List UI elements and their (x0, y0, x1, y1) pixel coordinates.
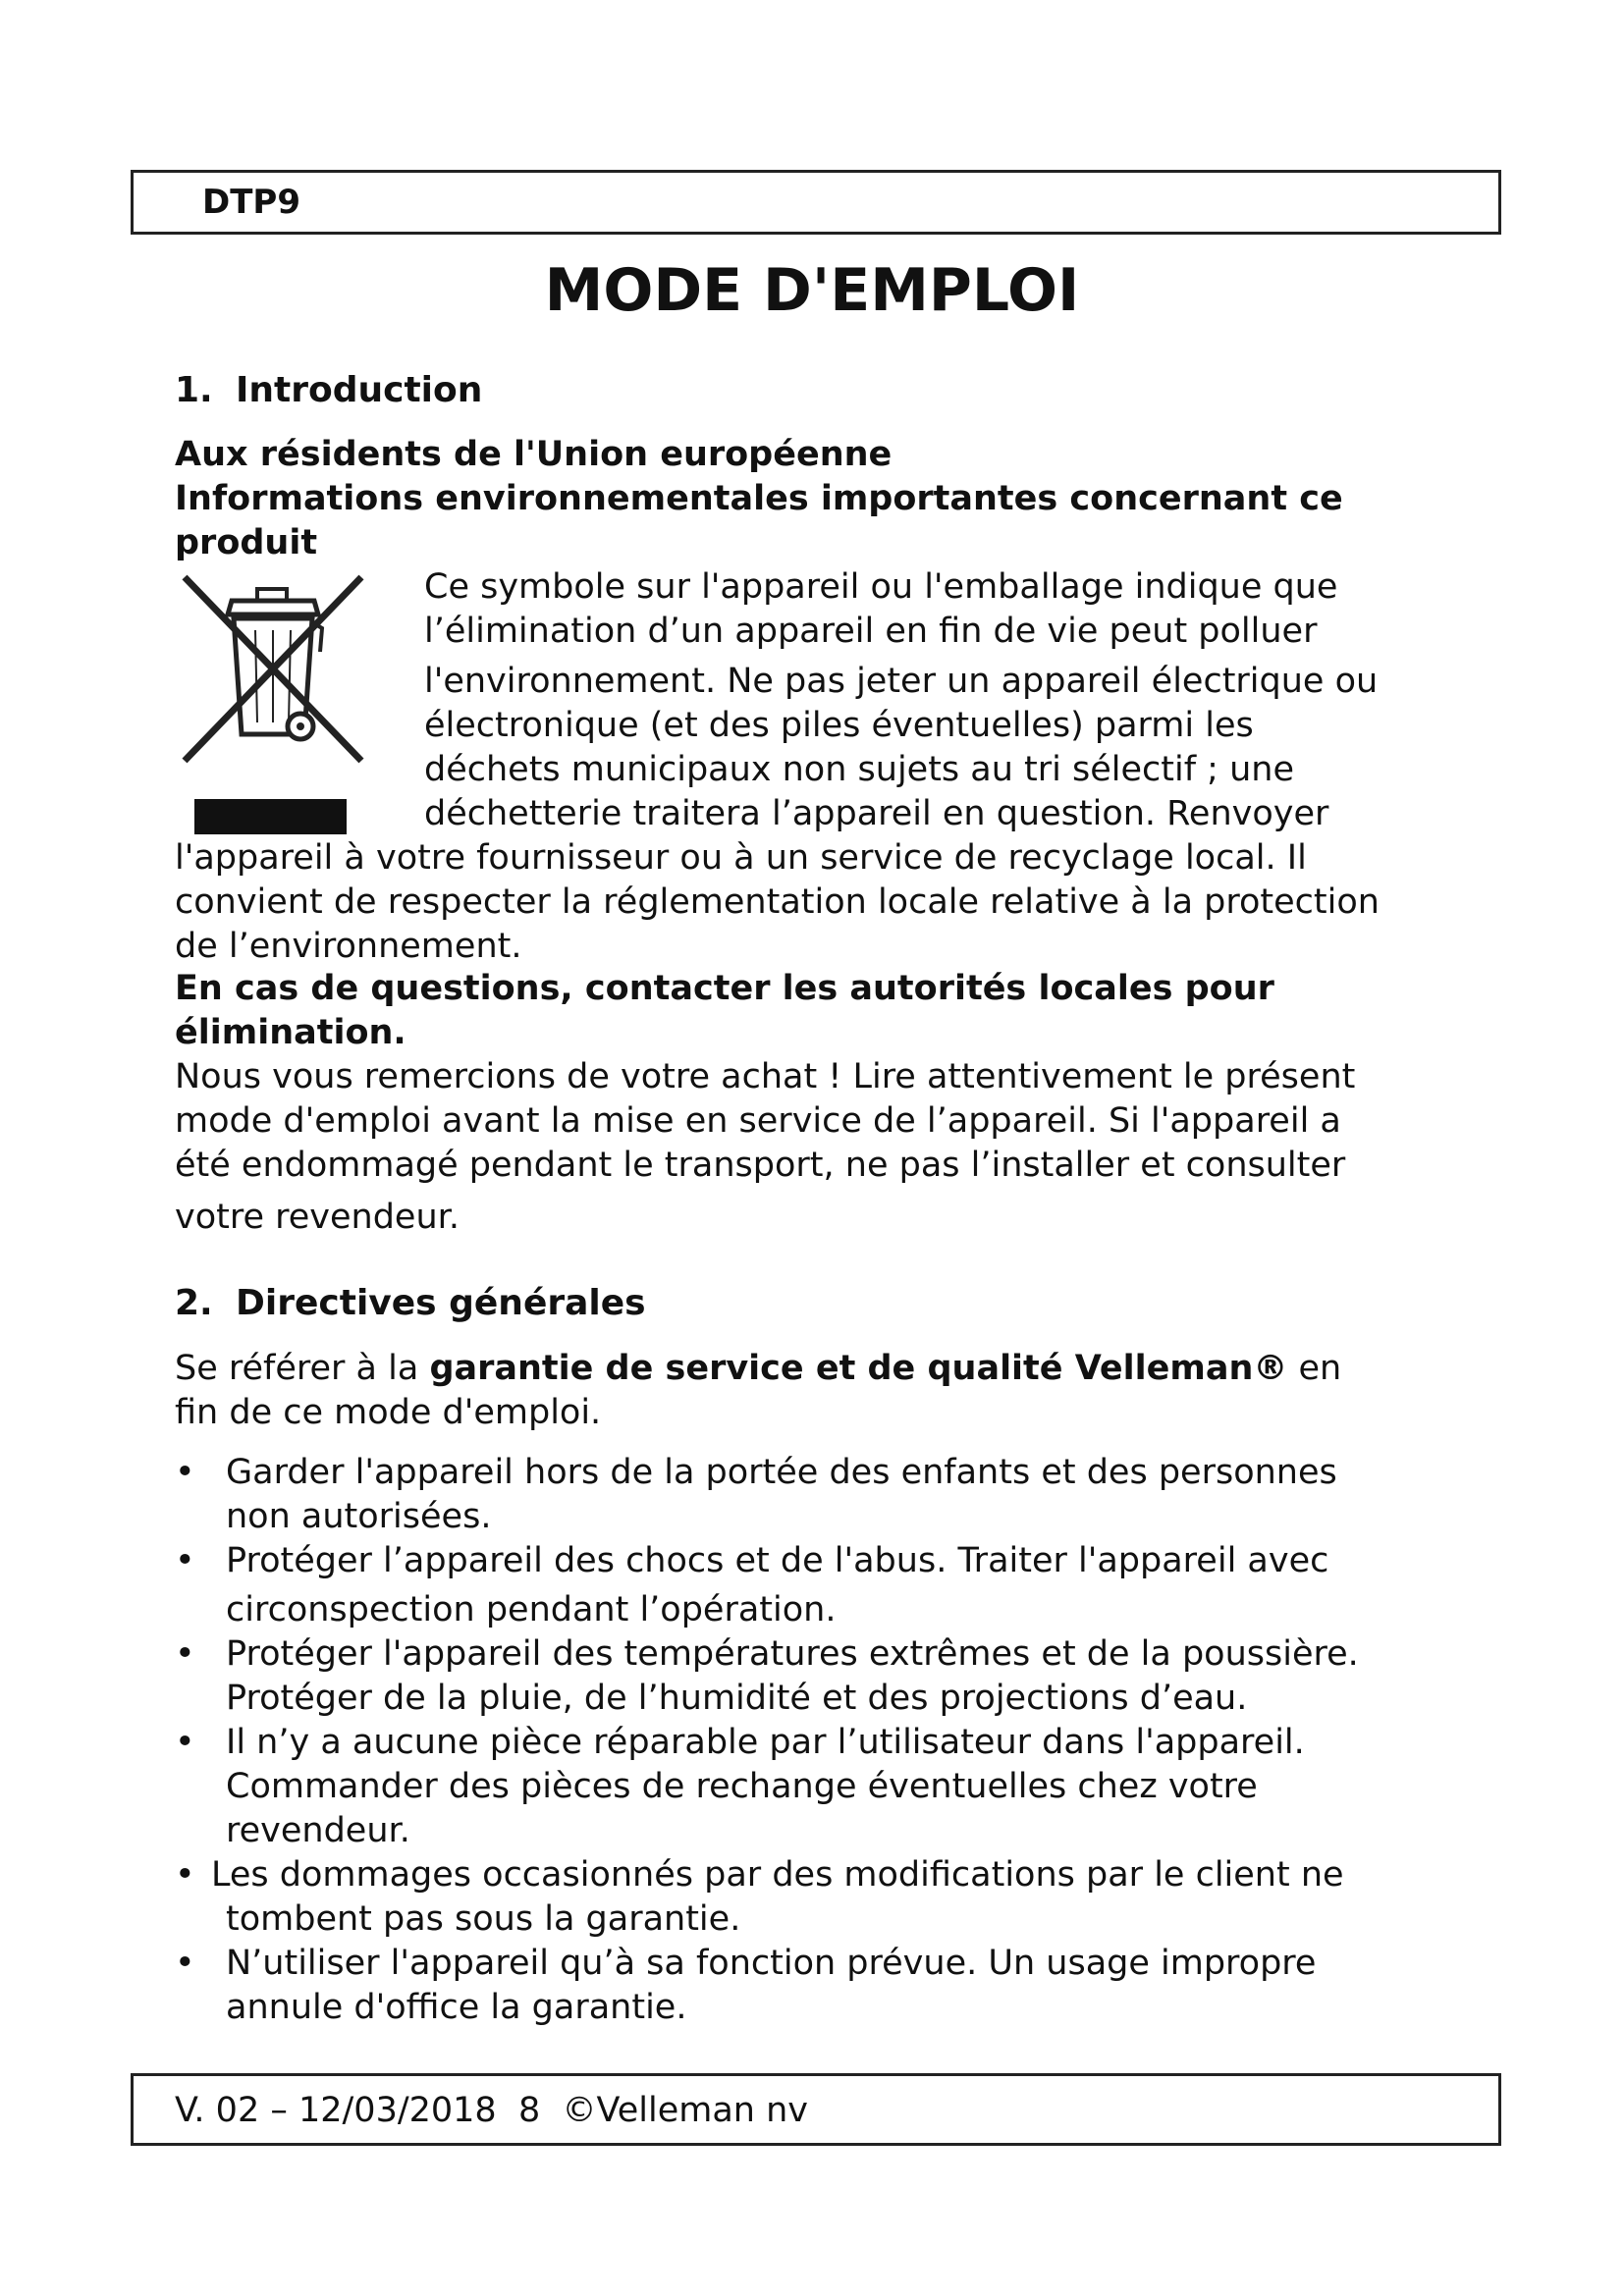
page-number: 8 (517, 2091, 541, 2130)
copyright: ©Velleman nv (562, 2091, 809, 2130)
warranty-reference-bold: garantie de service et de qualité Velleman® (429, 1349, 1288, 1388)
thanks-text-line: votre revendeur. (175, 1198, 460, 1237)
bullet-icon: • (175, 1944, 195, 1983)
list-item-text: Protéger l'appareil des températures extrêmes et de la poussière. (226, 1634, 1359, 1674)
section-heading-directives (175, 1282, 646, 1325)
eu-residents-heading: Aux résidents de l'Union européenne (175, 435, 893, 474)
list-item-text: N’utiliser l'appareil qu’à sa fonction prévue. Un usage impropre (226, 1944, 1317, 1983)
list-item-text: Commander des pièces de rechange éventuelles chez votre (226, 1767, 1258, 1806)
weee-symbol (175, 569, 371, 839)
list-item-text: Protéger l’appareil des chocs et de l'abus. Traiter l'appareil avec (226, 1541, 1329, 1580)
env-info-heading-line2: produit (175, 523, 318, 562)
bullet-icon: • (175, 1453, 195, 1492)
page-title: MODE D'EMPLOI (544, 256, 1080, 325)
list-item-text: Garder l'appareil hors de la portée des enfants et des personnes (226, 1453, 1337, 1492)
weee-text-line: déchetterie traitera l’appareil en question. Renvoyer (424, 794, 1329, 833)
list-item-text: Les dommages occasionnés par des modifications par le client ne (211, 1855, 1344, 1895)
list-item-text: tombent pas sous la garantie. (226, 1899, 741, 1939)
section-title: Introduction (236, 370, 483, 410)
footer-text (175, 2089, 808, 2132)
section-title: Directives générales (236, 1283, 646, 1323)
weee-text-line: l’élimination d’un appareil en fin de vie peut polluer (424, 612, 1318, 651)
contact-authorities-line1: En cas de questions, contacter les autorités locales pour (175, 969, 1274, 1008)
version-date: V. 02 – 12/03/2018 (175, 2091, 497, 2130)
list-item-text: revendeur. (226, 1811, 410, 1850)
env-info-heading-line1: Informations environnementales importantes concernant ce (175, 479, 1343, 518)
weee-text-line: déchets municipaux non sujets au tri sélectif ; une (424, 750, 1294, 789)
section-heading-introduction (175, 369, 482, 412)
weee-text-line: l'environnement. Ne pas jeter un appareil électrique ou (424, 662, 1379, 701)
warranty-reference-line2: fin de ce mode d'emploi. (175, 1393, 602, 1432)
list-item-text: annule d'office la garantie. (226, 1988, 687, 2027)
warranty-reference-post: en (1287, 1349, 1342, 1388)
weee-text-line: convient de respecter la réglementation locale relative à la protection (175, 882, 1380, 922)
bullet-icon: • (175, 1855, 195, 1895)
list-item-text: circonspection pendant l’opération. (226, 1590, 837, 1629)
thanks-text-line: Nous vous remercions de votre achat ! Lire attentivement le présent (175, 1057, 1356, 1096)
contact-authorities-line2: élimination. (175, 1013, 406, 1052)
weee-text-line: électronique (et des piles éventuelles) parmi les (424, 706, 1254, 745)
list-item-text: Protéger de la pluie, de l’humidité et des projections d’eau. (226, 1679, 1248, 1718)
warranty-reference-line1 (175, 1347, 1341, 1390)
bullet-icon: • (175, 1634, 195, 1674)
crossed-out-wheelie-bin-icon (175, 569, 371, 839)
bullet-icon: • (175, 1723, 195, 1762)
bullet-icon: • (175, 1541, 195, 1580)
thanks-text-line: été endommagé pendant le transport, ne pas l’installer et consulter (175, 1146, 1346, 1185)
thanks-text-line: mode d'emploi avant la mise en service de l’appareil. Si l'appareil a (175, 1101, 1341, 1141)
weee-text-line: de l’environnement. (175, 927, 522, 966)
list-item-text: Il n’y a aucune pièce réparable par l’utilisateur dans l'appareil. (226, 1723, 1305, 1762)
list-item-text: non autorisées. (226, 1497, 492, 1536)
weee-text-line: Ce symbole sur l'appareil ou l'emballage indique que (424, 567, 1338, 607)
warranty-reference-pre: Se référer à la (175, 1349, 430, 1388)
model-number: DTP9 (202, 183, 300, 222)
header-box (131, 170, 1501, 235)
section-number: 2. (175, 1283, 213, 1323)
weee-text-line: l'appareil à votre fournisseur ou à un service de recyclage local. Il (175, 838, 1307, 878)
footer-box (131, 2073, 1501, 2146)
section-number: 1. (175, 370, 213, 410)
